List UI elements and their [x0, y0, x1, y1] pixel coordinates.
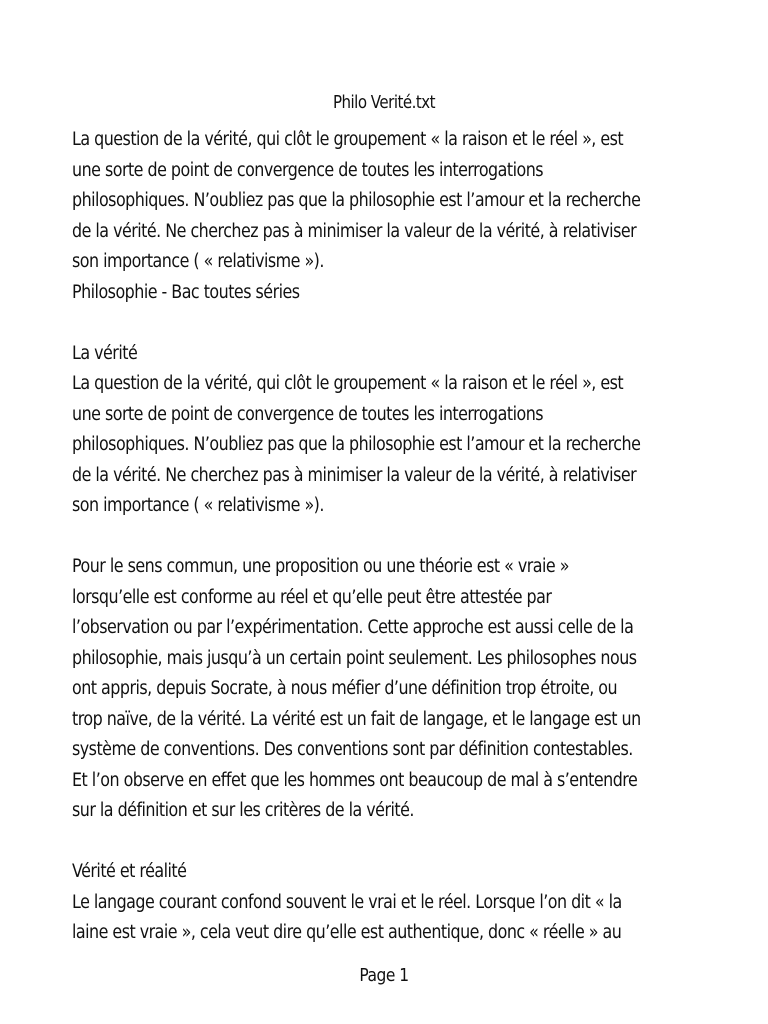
- blank-line: [72, 308, 691, 339]
- document-body: [72, 125, 691, 949]
- text-line: lorsqu’elle est conforme au réel et qu’elle peut être attestée par: [72, 586, 552, 608]
- text-line: philosophiques. N’oubliez pas que la philosophie est l’amour et la recherche: [72, 190, 641, 211]
- text-line: système de conventions. Des conventions sont par définition contestables.: [72, 739, 633, 760]
- subtitle-line: Philosophie - Bac toutes séries: [72, 281, 300, 303]
- text-line: de la vérité. Ne cherchez pas à minimiser la valeur de la vérité, à relativiser: [72, 464, 637, 486]
- section-heading: La vérité: [72, 342, 138, 364]
- text-line: ont appris, depuis Socrate, à nous méfier d’une définition trop étroite, ou: [72, 678, 618, 699]
- blank-line: [72, 827, 691, 858]
- text-line: philosophie, mais jusqu’à un certain point seulement. Les philosophes nous: [72, 647, 637, 669]
- text-line: de la vérité. Ne cherchez pas à minimiser la valeur de la vérité, à relativiser: [72, 220, 637, 242]
- text-line: son importance ( « relativisme »).: [72, 251, 324, 272]
- text-line: Le langage courant confond souvent le vrai et le réel. Lorsque l’on dit « la: [72, 891, 622, 913]
- text-line: l’observation ou par l’expérimentation. Cette approche est aussi celle de la: [72, 617, 634, 638]
- blank-line: [72, 522, 691, 553]
- text-line: philosophiques. N’oubliez pas que la philosophie est l’amour et la recherche: [72, 434, 641, 455]
- text-line: laine est vraie », cela veut dire qu’elle est authentique, donc « réelle » au: [72, 922, 622, 943]
- text-line: La question de la vérité, qui clôt le groupement « la raison et le réel », est: [72, 373, 624, 394]
- text-line: son importance ( « relativisme »).: [72, 495, 324, 516]
- section-heading: Vérité et réalité: [72, 861, 187, 882]
- text-line: une sorte de point de convergence de toutes les interrogations: [72, 403, 544, 425]
- text-line: Pour le sens commun, une proposition ou une théorie est « vraie »: [72, 556, 569, 577]
- text-line: trop naïve, de la vérité. La vérité est un fait de langage, et le langage est un: [72, 708, 641, 730]
- text-line: Et l’on observe en effet que les hommes ont beaucoup de mal à s’entendre: [72, 769, 638, 791]
- text-line: La question de la vérité, qui clôt le groupement « la raison et le réel », est: [72, 129, 624, 150]
- text-line: sur la définition et sur les critères de la vérité.: [72, 800, 414, 821]
- document-title: Philo Verité.txt: [332, 93, 436, 113]
- text-line: une sorte de point de convergence de toutes les interrogations: [72, 159, 544, 181]
- page-number: Page 1: [359, 965, 409, 986]
